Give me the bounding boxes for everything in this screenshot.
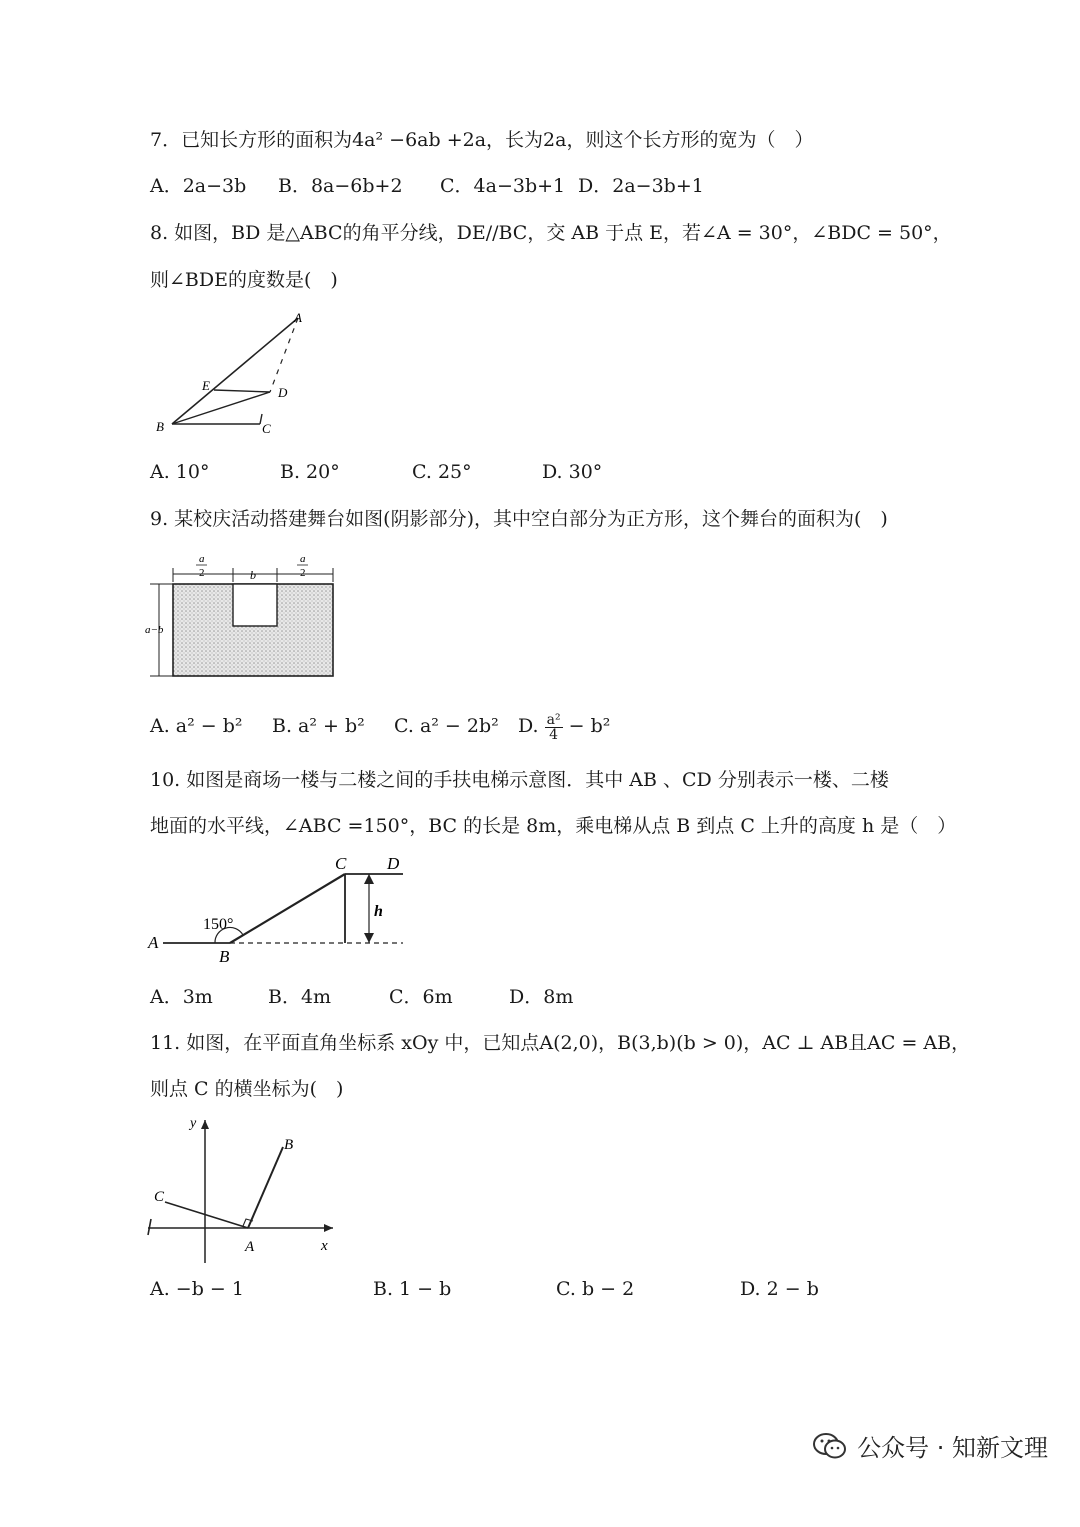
q8-label-d: D [278, 385, 288, 400]
q10-stem-line2: 地面的水平线，∠ABC =150°，BC 的长是 8m，乘电梯从点 B 到点 C 上升的高度 h 是（ ） [150, 815, 957, 837]
q11-stem-line1: 11. 如图，在平面直角坐标系 xOy 中，已知点A(2,0)，B(3,b)(b > 0)，AC ⊥ AB且AC = AB， [150, 1032, 971, 1054]
q8-option-a: A. 10° [150, 461, 210, 483]
q9-stem: 9. 某校庆活动搭建舞台如图(阴影部分)，其中空白部分为正方形，这个舞台的面积为( ) [150, 508, 888, 530]
q10-label-b: B [219, 947, 230, 966]
q10-option-c: C．6m [389, 986, 453, 1008]
q11-option-b: B. 1 − b [373, 1278, 452, 1300]
q9-label-2-left: 2 [199, 567, 205, 579]
q10-label-h: h [374, 903, 383, 920]
q9-option-d-denominator: 4 [549, 726, 559, 743]
q10-label-d: D [387, 854, 400, 873]
q9-option-d [518, 706, 610, 746]
q9-label-b: b [250, 568, 256, 582]
q8-triangle-figure [150, 310, 300, 440]
q9-stage-figure [145, 554, 345, 684]
q11-option-c: C. b − 2 [556, 1278, 635, 1300]
q8-option-d: D. 30° [542, 461, 603, 483]
q9-label-a-minus-b: a−b [145, 624, 164, 636]
q9-label-a-left: a [199, 553, 205, 565]
q11-label-x: x [321, 1238, 328, 1254]
q9-option-d-label: D. [518, 715, 539, 737]
q7-option-a: A．2a−3b [150, 175, 247, 197]
q8-label-b: B [156, 419, 164, 434]
wechat-icon [813, 1432, 847, 1460]
q11-stem-line2: 则点 C 的横坐标为( ) [150, 1078, 344, 1100]
q11-label-c: C [154, 1189, 165, 1205]
q8-label-c: C [262, 421, 271, 436]
q8-stem-line2: 则∠BDE的度数是( ) [150, 269, 338, 291]
q8-label-a: A [294, 310, 302, 325]
q8-option-b: B. 20° [280, 461, 340, 483]
q7-option-d: D．2a−3b+1 [578, 175, 704, 197]
q9-option-b: B. a² + b² [272, 715, 365, 737]
q10-escalator-figure [145, 852, 415, 972]
q11-label-b: B [284, 1137, 294, 1153]
q11-label-y: y [190, 1116, 197, 1131]
q7-stem: 7．已知长方形的面积为4a² −6ab +2a，长为2a，则这个长方形的宽为（ ） [150, 129, 814, 151]
q10-option-d: D．8m [509, 986, 574, 1008]
q8-option-c: C. 25° [412, 461, 472, 483]
q9-option-c: C. a² − 2b² [394, 715, 499, 737]
q8-stem-line1: 8. 如图，BD 是△ABC的角平分线，DE//BC，交 AB 于点 E，若∠A = 30°，∠BDC = 50°， [150, 222, 952, 244]
q9-option-a: A. a² − b² [150, 715, 243, 737]
q9-option-d-rest: − b² [568, 715, 611, 737]
q7-option-c: C．4a−3b+1 [440, 175, 566, 197]
q11-label-a: A [245, 1239, 255, 1255]
q8-label-e: E [202, 378, 210, 393]
q10-option-a: A．3m [150, 986, 213, 1008]
q11-option-a: A. −b − 1 [150, 1278, 244, 1300]
q11-option-d: D. 2 − b [740, 1278, 819, 1300]
q10-label-angle: 150° [203, 916, 234, 933]
q9-option-d-numerator: a² [546, 711, 561, 728]
q11-coordinate-figure [145, 1115, 345, 1265]
q10-stem-line1: 10. 如图是商场一楼与二楼之间的手扶电梯示意图．其中 AB 、CD 分别表示一楼、二楼 [150, 769, 889, 791]
watermark-text: 公众号 · 知新文理 [857, 1434, 1048, 1462]
q9-label-2-right: 2 [300, 567, 306, 579]
wechat-watermark [813, 1428, 1048, 1463]
q9-option-d-fraction [545, 713, 563, 742]
q10-label-a: A [148, 933, 159, 952]
q10-label-c: C [335, 854, 347, 873]
q7-option-b: B．8a−6b+2 [278, 175, 403, 197]
q10-option-b: B．4m [268, 986, 332, 1008]
q9-label-a-right: a [300, 553, 306, 565]
